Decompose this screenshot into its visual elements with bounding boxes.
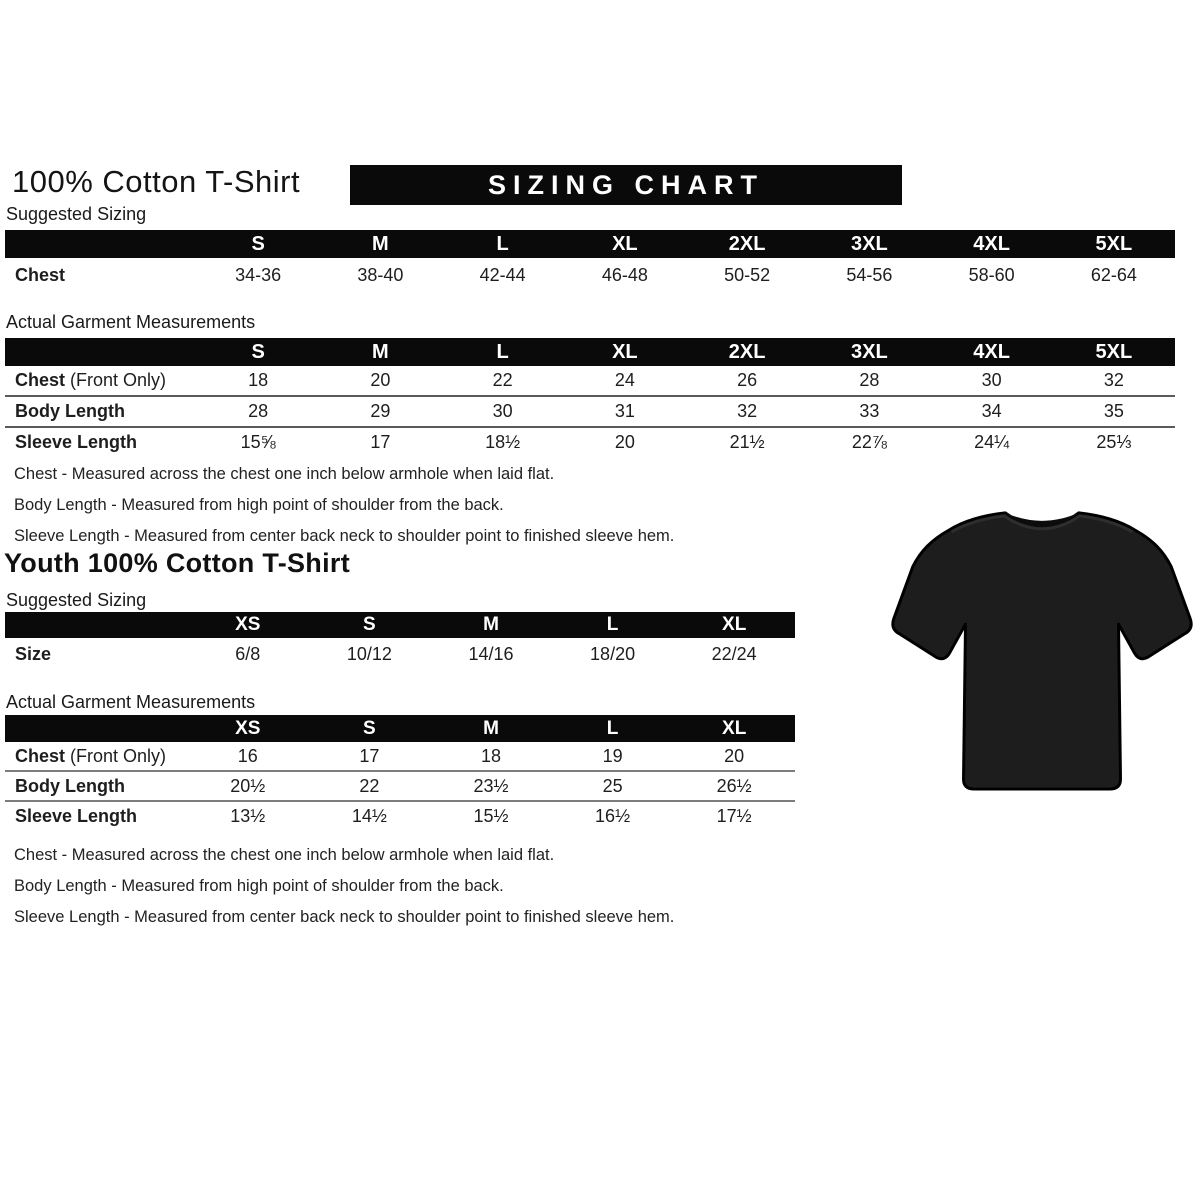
cell-value: 50-52 (724, 264, 771, 285)
row-label (5, 806, 187, 827)
cell-value: 26 (737, 370, 758, 390)
row-label (5, 370, 197, 391)
cell-value: 32 (1103, 370, 1124, 390)
cell-value: 30 (981, 370, 1002, 390)
cell-value: 54-56 (846, 264, 893, 285)
cell-value: 42-44 (479, 264, 526, 285)
cell-value: 17 (370, 432, 391, 452)
youth-section-title: Youth 100% Cotton T-Shirt (4, 548, 350, 578)
row-label (5, 644, 187, 665)
table-header-row (5, 230, 1175, 258)
column-header: 3XL (851, 340, 888, 363)
column-header: L (496, 232, 509, 255)
table-row (5, 770, 795, 800)
column-header: 3XL (851, 232, 888, 255)
column-header: M (483, 717, 499, 739)
column-header: M (372, 232, 389, 255)
column-header: S (251, 340, 265, 363)
cell-value: 14/16 (468, 644, 514, 664)
row-label-text: Sleeve Length (15, 805, 138, 826)
adult-suggested-sizing-table (5, 230, 1175, 292)
cell-value: 58-60 (968, 264, 1015, 285)
cell-value: 22⅞ (851, 432, 887, 452)
row-label-text: Chest (15, 264, 66, 285)
cell-value: 22 (359, 775, 380, 796)
column-header: XS (235, 614, 261, 635)
cell-value: 13½ (230, 805, 266, 826)
table-row (5, 395, 1175, 426)
cell-value: 33 (859, 401, 880, 421)
column-header: XL (722, 717, 747, 739)
cell-value: 21½ (729, 432, 765, 452)
cell-value: 28 (248, 401, 269, 421)
cell-value: 20 (370, 370, 391, 390)
column-header: XS (235, 717, 261, 739)
row-label (5, 265, 197, 286)
adult-actual-measurements-label: Actual Garment Measurements (6, 312, 256, 332)
cell-value: 20 (724, 745, 745, 766)
table-header-row (5, 612, 795, 638)
row-label (5, 746, 187, 767)
cell-value: 14½ (351, 805, 387, 826)
cell-value: 24 (614, 370, 635, 390)
cell-value: 28 (859, 370, 880, 390)
cell-value: 25⅓ (1096, 432, 1132, 452)
cell-value: 29 (370, 401, 391, 421)
cell-value: 46-48 (601, 264, 648, 285)
cell-value: 10/12 (346, 644, 392, 664)
cell-value: 22 (492, 370, 513, 390)
column-header: 2XL (728, 232, 766, 255)
table-row (5, 366, 1175, 395)
cell-value: 15⅝ (240, 432, 276, 452)
cell-value: 24¼ (974, 432, 1010, 452)
column-header: L (606, 614, 619, 635)
column-header: S (363, 614, 376, 635)
column-header: S (363, 717, 376, 739)
cell-value: 17 (359, 745, 380, 766)
column-header: S (251, 232, 265, 255)
column-header: XL (722, 614, 747, 635)
row-label-text: Body Length (15, 775, 125, 796)
cell-value: 34 (981, 401, 1002, 421)
cell-value: 19 (602, 745, 623, 766)
black-tshirt-photo (888, 485, 1196, 807)
cell-value: 62-64 (1090, 264, 1137, 285)
table-row (5, 258, 1175, 292)
cell-value: 15½ (473, 805, 509, 826)
note-sleeve-length: Sleeve Length - Measured from center back neck to shoulder point to finished sleeve hem. (14, 908, 675, 926)
note-chest: Chest - Measured across the chest one inch below armhole when laid flat. (14, 846, 555, 864)
sizing-chart-banner: SIZING CHART (350, 165, 902, 205)
table-row (5, 742, 795, 770)
cell-value: 20½ (230, 775, 266, 796)
adult-actual-measurements-table (5, 338, 1175, 457)
cell-value: 17½ (716, 805, 752, 826)
column-header: 4XL (973, 232, 1010, 255)
note-sleeve-length: Sleeve Length - Measured from center back neck to shoulder point to finished sleeve hem. (14, 527, 675, 545)
cell-value: 34-36 (235, 264, 282, 285)
cell-value: 18/20 (590, 644, 636, 664)
page-title: 100% Cotton T-Shirt (12, 164, 301, 199)
cell-value: 38-40 (357, 264, 404, 285)
cell-value: 35 (1103, 401, 1124, 421)
column-header: M (483, 614, 499, 635)
youth-suggested-sizing-label: Suggested Sizing (6, 590, 147, 610)
column-header: L (606, 717, 619, 739)
row-label (5, 776, 187, 797)
cell-value: 6/8 (235, 644, 261, 664)
cell-value: 22/24 (711, 644, 757, 664)
cell-value: 18 (248, 370, 269, 390)
table-row (5, 426, 1175, 457)
row-label (5, 432, 197, 453)
cell-value: 18½ (485, 432, 521, 452)
table-row (5, 638, 795, 671)
cell-value: 25 (602, 775, 623, 796)
table-header-row (5, 715, 795, 742)
cell-value: 18 (480, 745, 501, 766)
youth-suggested-sizing-table (5, 612, 795, 671)
youth-actual-measurements-table (5, 715, 795, 830)
tshirt-silhouette (893, 513, 1191, 789)
cell-value: 20 (614, 432, 635, 452)
column-header: 5XL (1095, 232, 1133, 255)
row-label-text: Sleeve Length (15, 432, 138, 452)
cell-value: 16 (237, 745, 258, 766)
cell-value: 26½ (716, 775, 752, 796)
column-header: 2XL (728, 340, 766, 363)
adult-suggested-sizing-label: Suggested Sizing (6, 204, 147, 224)
column-header: 4XL (973, 340, 1010, 363)
note-body-length: Body Length - Measured from high point of shoulder from the back. (14, 877, 504, 895)
column-header: XL (612, 232, 638, 255)
column-header: XL (612, 340, 638, 363)
table-header-row (5, 338, 1175, 366)
row-label-suffix: (Front Only) (65, 370, 167, 390)
column-header: 5XL (1095, 340, 1133, 363)
youth-actual-measurements-label: Actual Garment Measurements (6, 692, 256, 712)
adult-measurement-notes (14, 459, 674, 552)
note-body-length: Body Length - Measured from high point of shoulder from the back. (14, 496, 504, 514)
cell-value: 16½ (595, 805, 631, 826)
cell-value: 23½ (473, 775, 509, 796)
row-label-text: Chest (15, 370, 66, 390)
row-label-text: Chest (15, 745, 66, 766)
cell-value: 32 (737, 401, 758, 421)
column-header: M (372, 340, 389, 363)
column-header: L (496, 340, 509, 363)
cell-value: 30 (492, 401, 513, 421)
row-label (5, 401, 197, 422)
row-label-text: Body Length (15, 401, 125, 421)
note-chest: Chest - Measured across the chest one inch below armhole when laid flat. (14, 465, 555, 483)
table-row (5, 800, 795, 830)
row-label-text: Size (15, 644, 52, 664)
row-label-suffix: (Front Only) (65, 745, 167, 766)
youth-measurement-notes (14, 840, 674, 933)
cell-value: 31 (614, 401, 635, 421)
